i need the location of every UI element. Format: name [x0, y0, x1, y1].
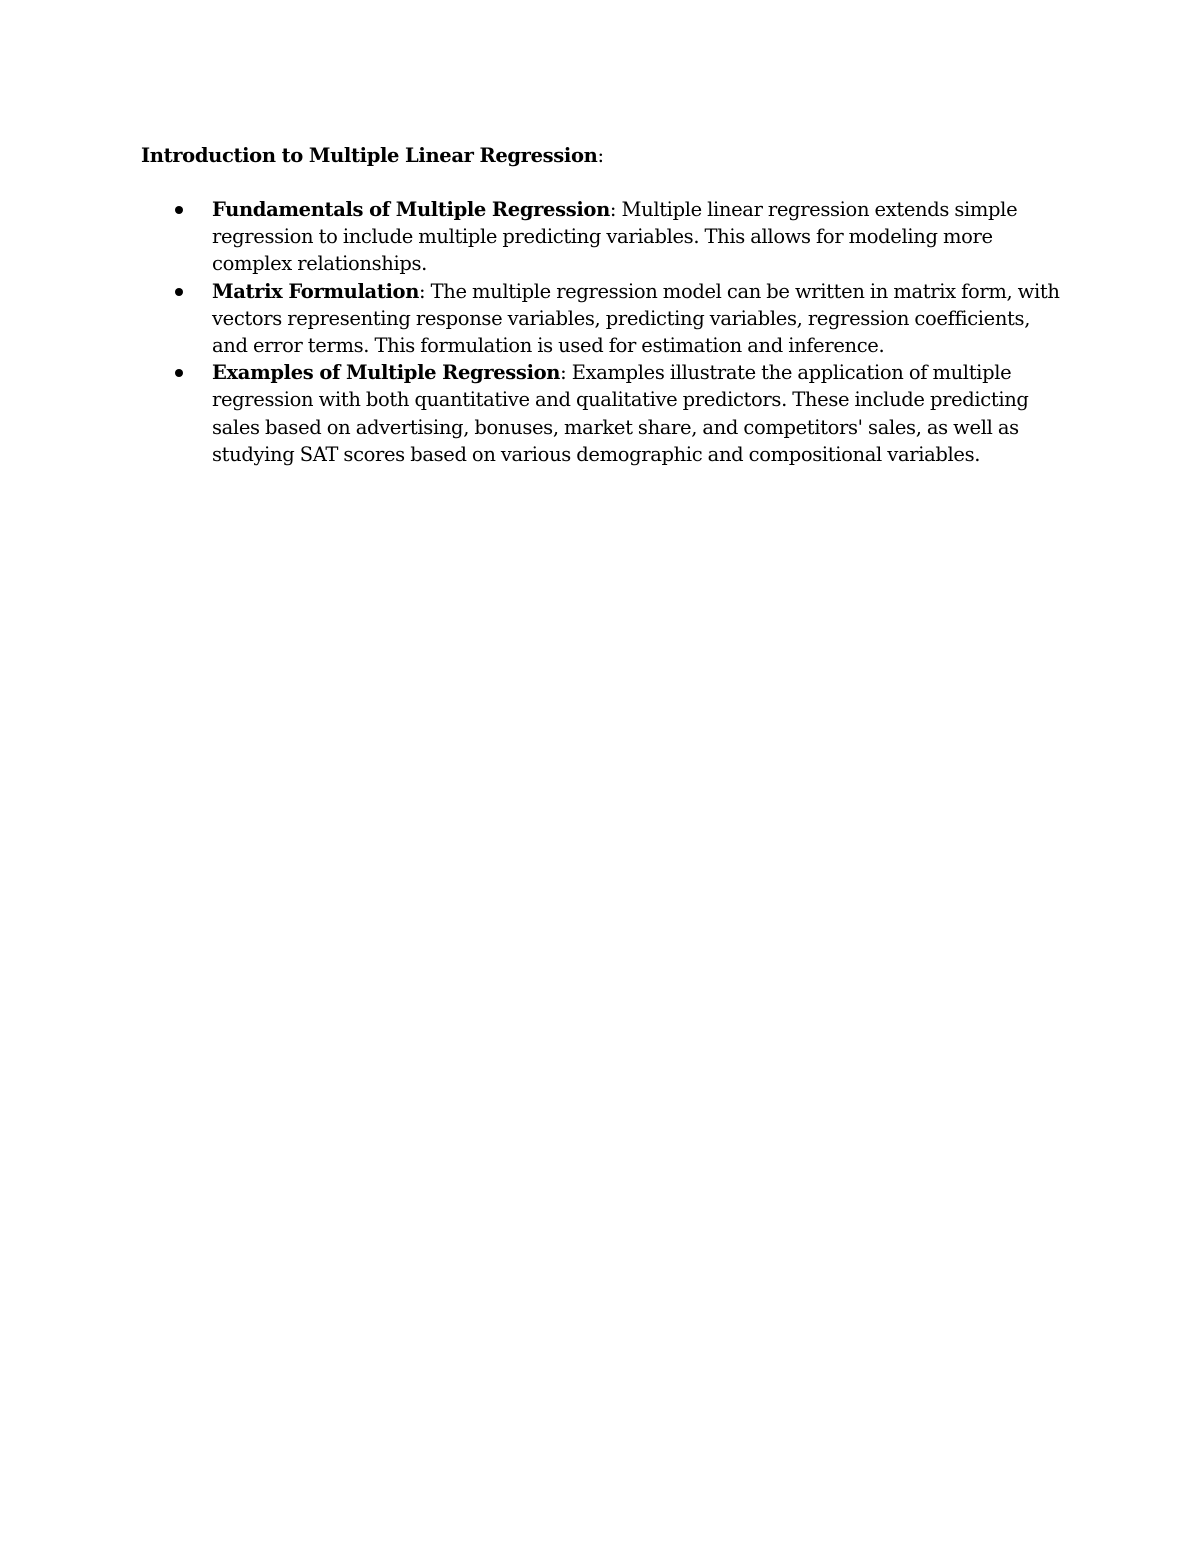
bullet-icon: [175, 288, 183, 296]
bullet-separator: :: [419, 279, 426, 303]
section-heading-title: Introduction to Multiple Linear Regression: [141, 144, 598, 167]
bullet-term: Matrix Formulation: [212, 279, 420, 303]
bullet-item-examples: [141, 359, 1061, 468]
bullet-icon: [175, 369, 183, 377]
section-heading: [141, 142, 1061, 170]
bullet-item-fundamentals: [141, 196, 1061, 278]
section-heading-colon: :: [597, 144, 604, 167]
bullet-text: Multiple linear regression extends simple regression to include multiple predicting variables. This allows for modeling more complex relationships.: [212, 198, 1018, 276]
bullet-icon: [175, 206, 183, 214]
bullet-term: Fundamentals of Multiple Regression: [212, 198, 610, 221]
bullet-list: [141, 196, 1061, 468]
document-content: [141, 142, 1061, 468]
bullet-term: Examples of Multiple Regression: [212, 361, 561, 385]
bullet-text: The multiple regression model can be written in matrix form, with vectors representing response variables, predicting variables, regression coefficients, and error terms. This formulation is used for estimation and inference.: [212, 279, 1060, 358]
bullet-text: Examples illustrate the application of multiple regression with both quantitative and qualitative predictors. These include predicting sales based on advertising, bonuses, market share, and competitors' sales, as well as studying SAT scores based on various demographic and compositional variables.: [212, 361, 1029, 466]
bullet-item-matrix-formulation: [141, 278, 1061, 360]
bullet-separator: :: [609, 198, 617, 221]
bullet-separator: :: [560, 361, 567, 385]
